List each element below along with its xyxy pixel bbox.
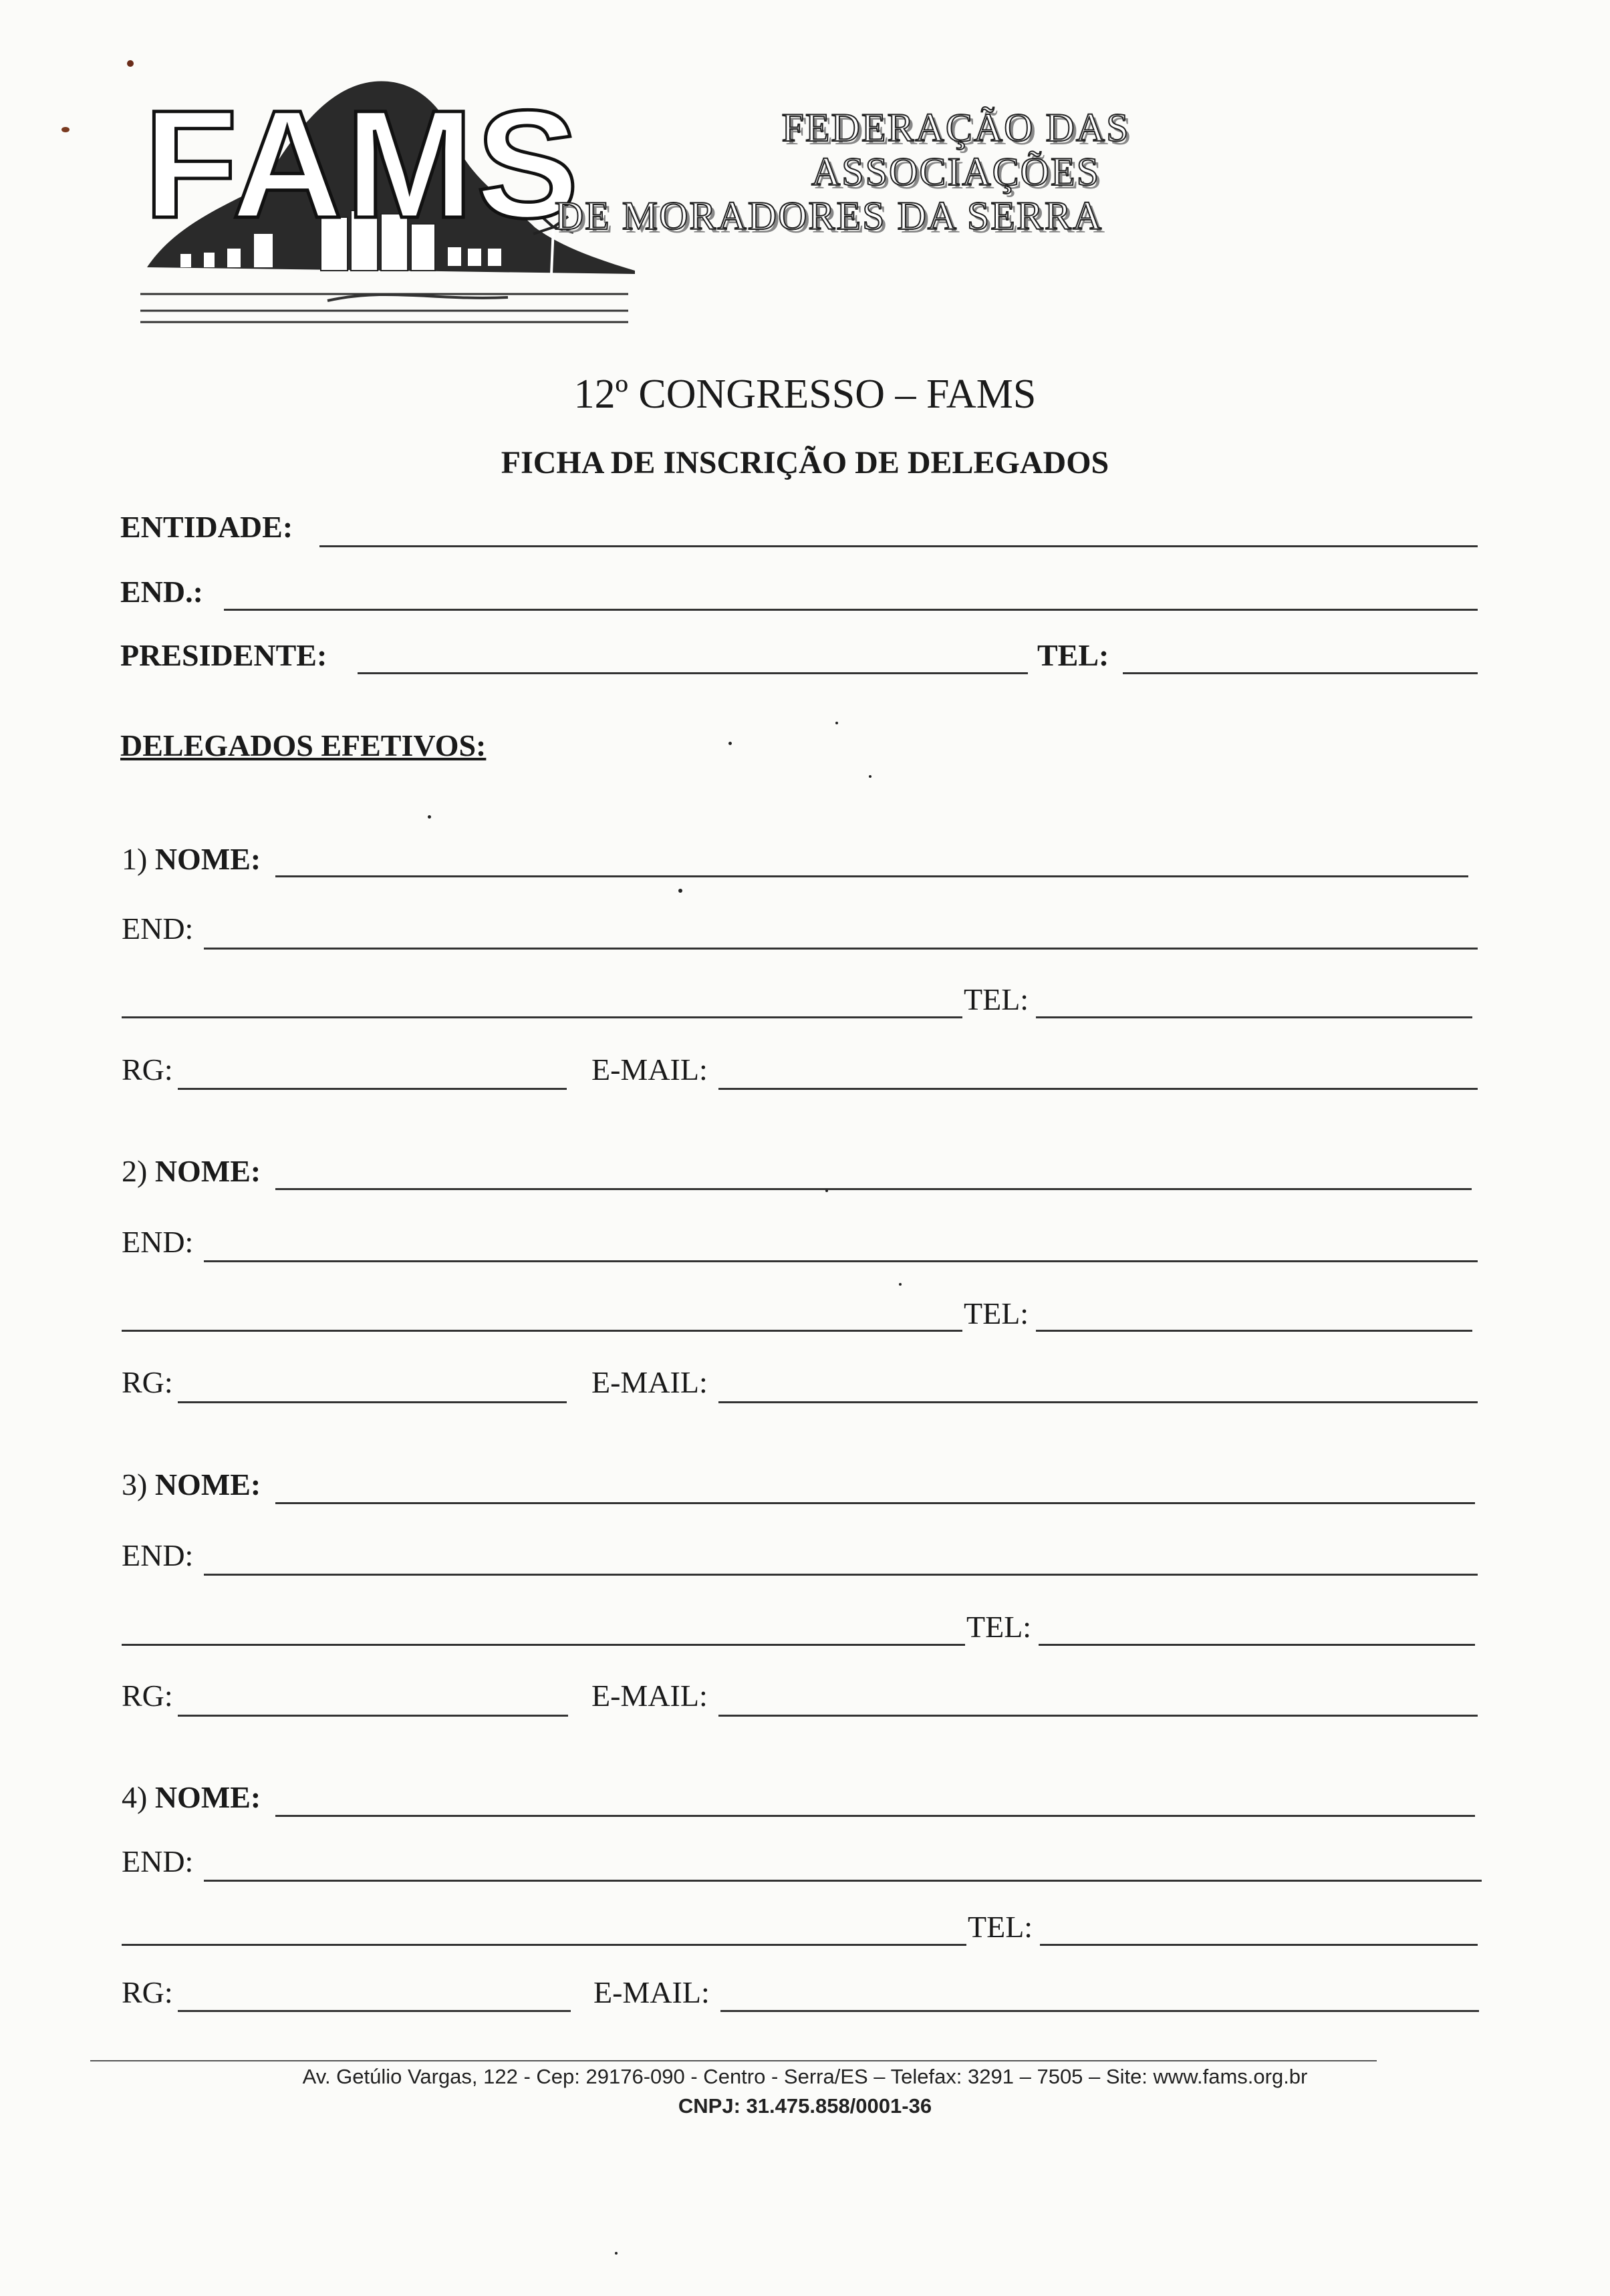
delegate-1-number: 1) (122, 842, 148, 876)
delegate-3-tel-field[interactable] (1039, 1644, 1475, 1646)
delegate-3-email-field[interactable] (718, 1715, 1478, 1717)
presidente-field[interactable] (358, 672, 1028, 674)
delegate-3-number: 3) (122, 1467, 148, 1501)
delegate-1-name-label (122, 842, 261, 877)
delegate-4-nome: NOME: (154, 1780, 261, 1814)
delegate-2-end-label: END: (122, 1225, 194, 1259)
delegate-3-email-label: E-MAIL: (591, 1679, 708, 1713)
delegate-1-rg-field[interactable] (178, 1088, 567, 1090)
delegate-1-rg-label: RG: (122, 1052, 173, 1087)
delegate-2-email-field[interactable] (718, 1401, 1478, 1403)
end-label: END.: (120, 575, 203, 609)
section-heading: DELEGADOS EFETIVOS: (120, 728, 487, 762)
scan-speck (899, 1283, 902, 1286)
scan-speck (428, 815, 431, 819)
delegate-1-email-label: E-MAIL: (591, 1052, 708, 1087)
entidade-field[interactable] (319, 545, 1478, 547)
delegate-4-tel-field[interactable] (1040, 1944, 1478, 1946)
page-title: 12º CONGRESSO – FAMS (573, 372, 1037, 417)
presidente-tel-label: TEL: (1037, 638, 1109, 672)
delegate-3-nome: NOME: (154, 1467, 261, 1501)
delegate-3-rg-field[interactable] (178, 1715, 568, 1717)
delegate-1-tel-field[interactable] (1036, 1016, 1472, 1018)
delegate-4-number: 4) (122, 1780, 148, 1814)
delegate-4-tel-label: TEL: (968, 1910, 1033, 1944)
scan-speck (615, 2252, 618, 2255)
delegate-2-rg-label: RG: (122, 1365, 173, 1399)
delegate-3-name-label (122, 1467, 261, 1502)
delegate-1-end-field[interactable] (204, 948, 1478, 950)
delegate-2-nome: NOME: (154, 1154, 261, 1188)
scan-speck (127, 60, 134, 67)
delegate-2-tel-label: TEL: (964, 1296, 1029, 1330)
org-name-line3: DE MORADORES DA SERRA (554, 194, 1103, 238)
scan-speck (728, 742, 732, 745)
delegate-2-end-field[interactable] (204, 1260, 1478, 1262)
delegate-3-end-field-2[interactable] (122, 1644, 965, 1646)
delegate-2-name-field[interactable] (275, 1188, 1472, 1190)
delegate-1-email-field[interactable] (718, 1088, 1478, 1090)
org-name-line1: FEDERAÇÃO DAS (781, 106, 1130, 150)
organization-name (554, 106, 1190, 238)
delegate-3-name-field[interactable] (275, 1502, 1475, 1504)
delegate-3-end-label: END: (122, 1538, 194, 1572)
delegate-4-email-label: E-MAIL: (593, 1975, 710, 2009)
scan-speck (869, 775, 871, 778)
delegate-2-number: 2) (122, 1154, 148, 1188)
delegate-4-end-field-2[interactable] (122, 1944, 966, 1946)
entidade-label: ENTIDADE: (120, 510, 293, 544)
delegate-2-rg-field[interactable] (178, 1401, 567, 1403)
delegate-3-rg-label: RG: (122, 1679, 173, 1713)
fams-logo-text: FAMS (144, 78, 581, 250)
footer-cnpj: CNPJ: 31.475.858/0001-36 (678, 2094, 932, 2118)
scan-speck (835, 722, 838, 724)
delegate-1-end-field-2[interactable] (122, 1016, 962, 1018)
delegate-3-end-field[interactable] (204, 1574, 1478, 1576)
scan-speck (678, 889, 682, 893)
delegate-4-rg-field[interactable] (178, 2010, 571, 2012)
delegate-1-end-label: END: (122, 911, 194, 946)
delegate-1-tel-label: TEL: (964, 982, 1029, 1016)
scan-speck (61, 127, 70, 132)
presidente-tel-field[interactable] (1123, 672, 1478, 674)
delegate-1-nome: NOME: (154, 842, 261, 876)
scan-speck (825, 1189, 828, 1192)
delegate-2-end-field-2[interactable] (122, 1330, 962, 1332)
delegate-3-tel-label: TEL: (966, 1610, 1032, 1644)
footer-address: Av. Getúlio Vargas, 122 - Cep: 29176-090 - Centro - Serra/ES – Telefax: 3291 – 7505 – Site: www.fams.org.br (302, 2065, 1308, 2088)
delegate-4-rg-label: RG: (122, 1975, 173, 2009)
delegate-4-email-field[interactable] (720, 2010, 1479, 2012)
page-subtitle: FICHA DE INSCRIÇÃO DE DELEGADOS (501, 445, 1109, 480)
end-field[interactable] (224, 609, 1478, 611)
delegate-4-name-field[interactable] (275, 1815, 1475, 1817)
delegate-1-name-field[interactable] (275, 875, 1468, 877)
delegate-4-name-label (122, 1780, 261, 1815)
org-name-line2: ASSOCIAÇÕES (811, 150, 1101, 194)
presidente-label: PRESIDENTE: (120, 638, 327, 672)
footer-divider (90, 2060, 1377, 2061)
delegate-2-tel-field[interactable] (1036, 1330, 1472, 1332)
delegate-2-email-label: E-MAIL: (591, 1365, 708, 1399)
delegate-2-name-label (122, 1154, 261, 1189)
delegate-4-end-field[interactable] (204, 1880, 1482, 1882)
delegate-4-end-label: END: (122, 1844, 194, 1878)
